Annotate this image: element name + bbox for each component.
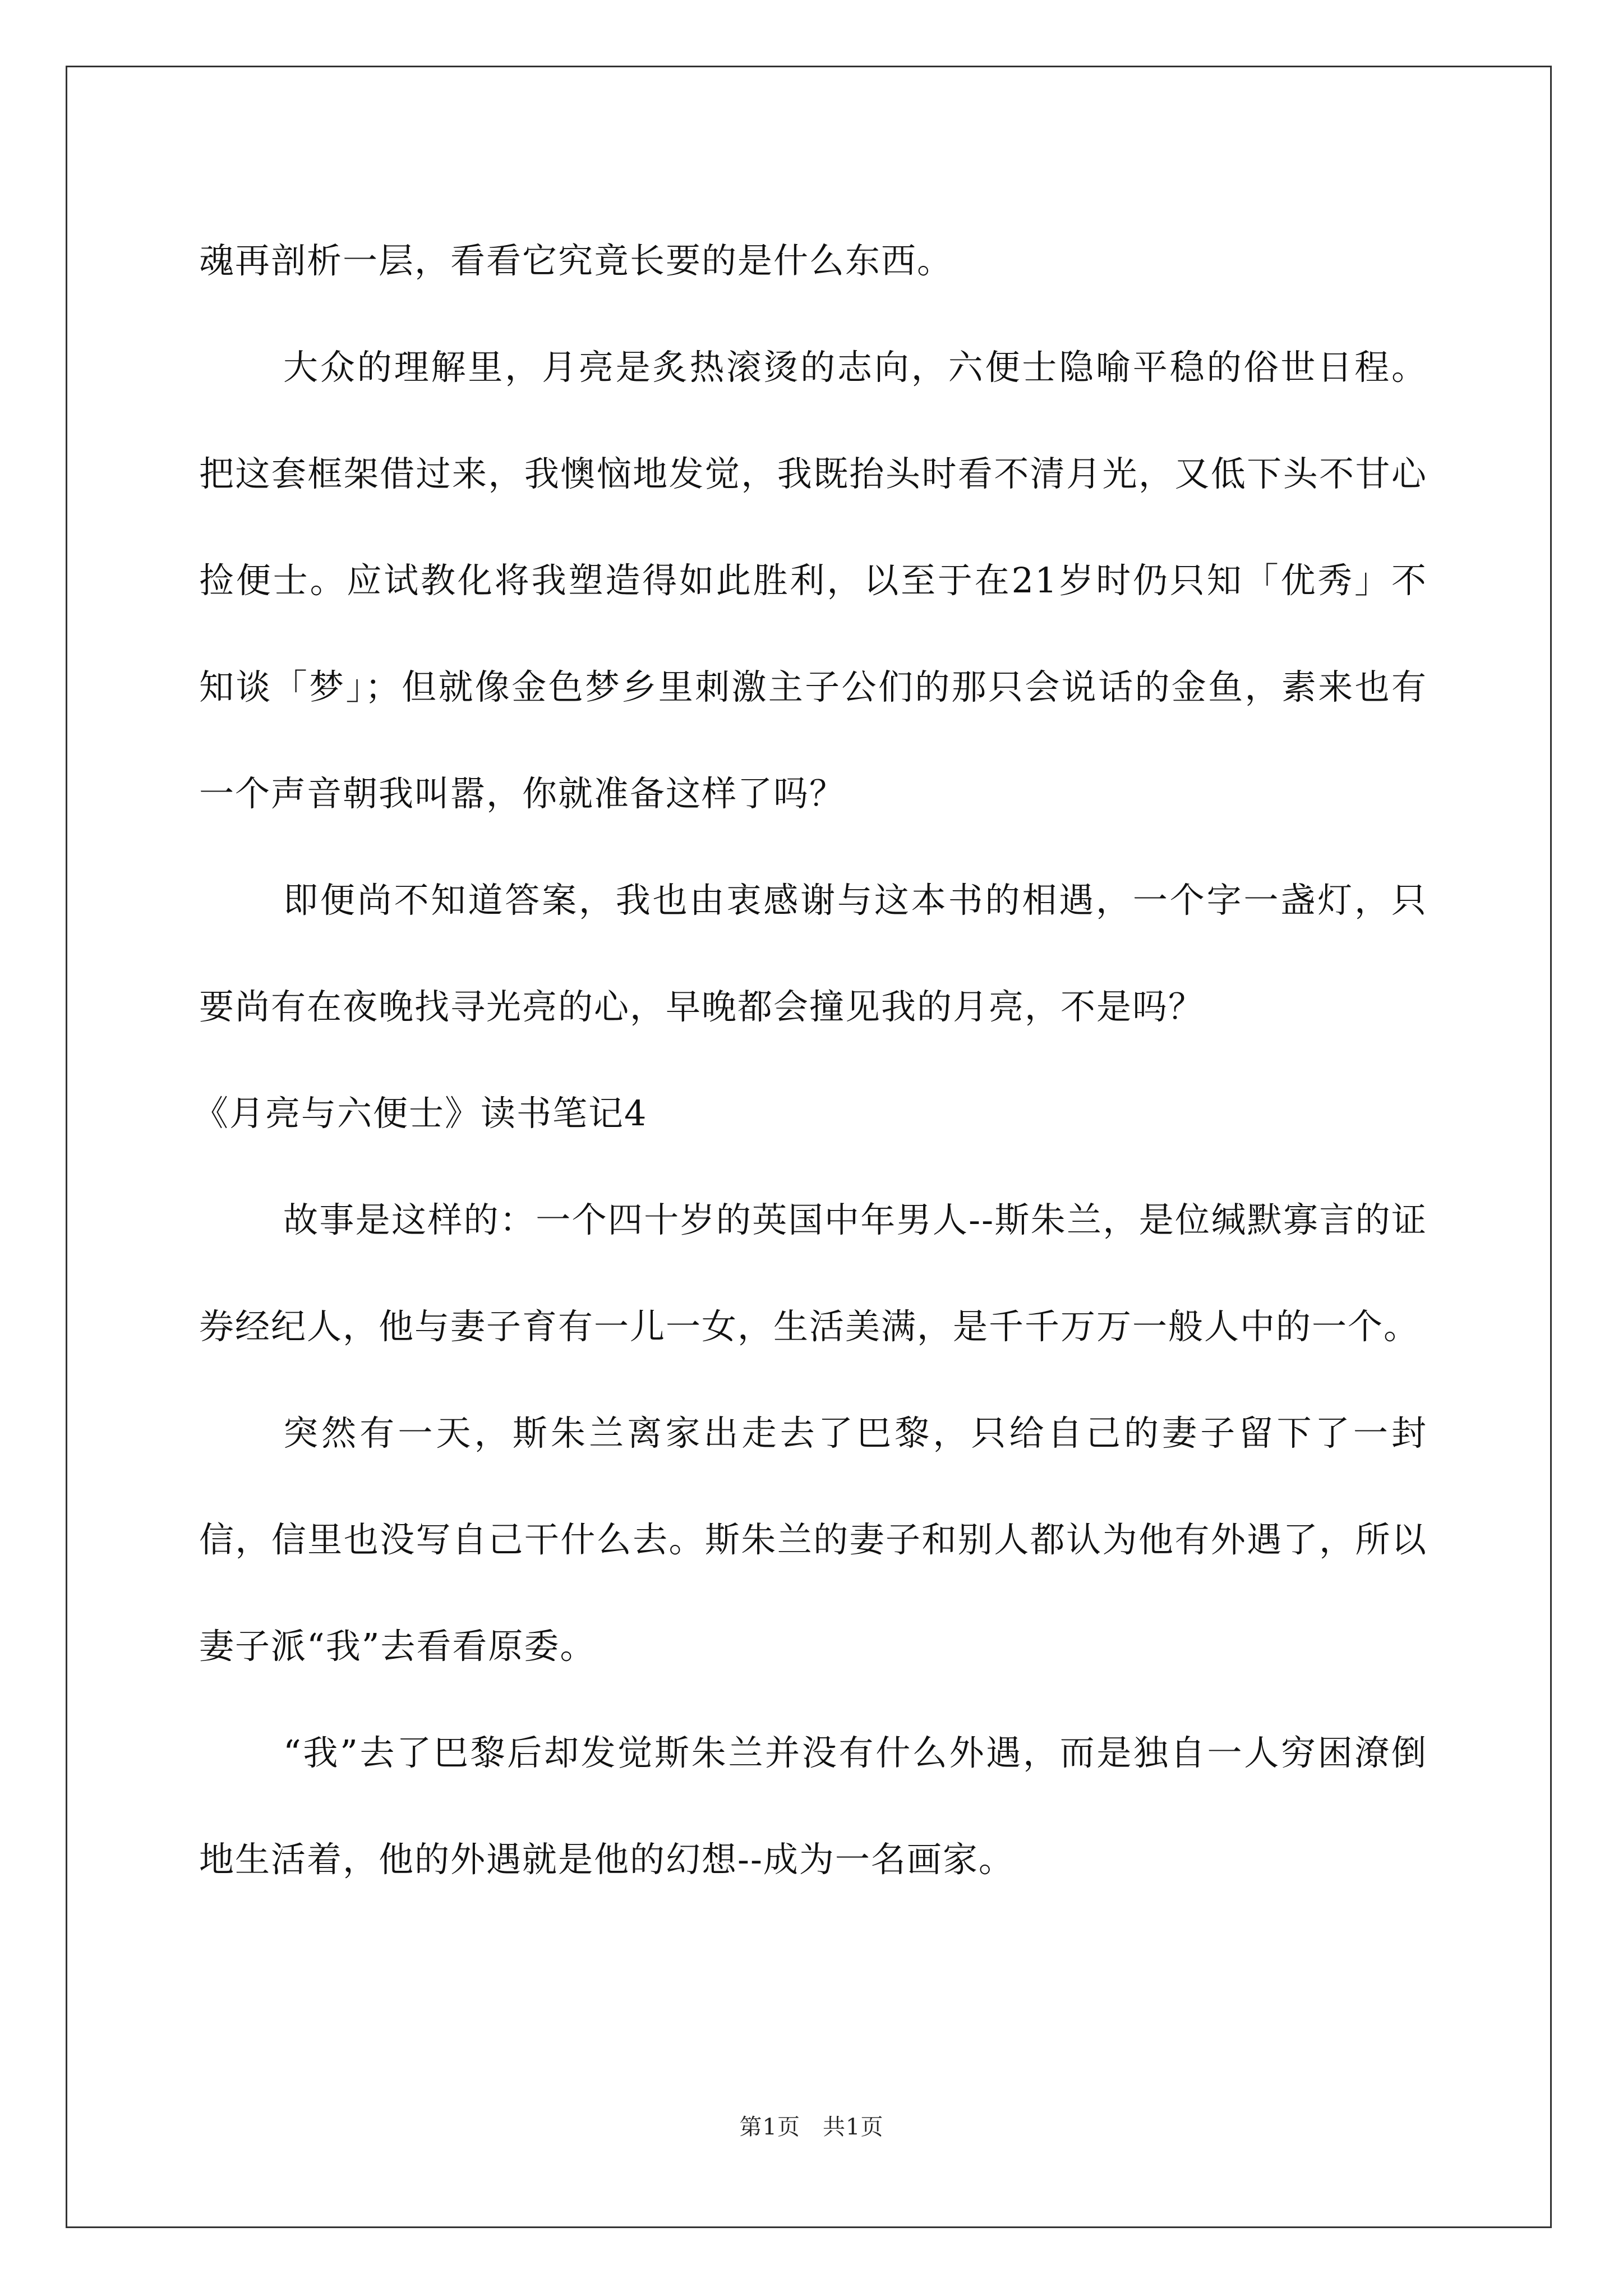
paragraph-6: “我”去了巴黎后却发觉斯朱兰并没有什么外遇，而是独自一人穷困潦倒地生活着，他的外遇就是他的幻想--成为一名画家。 [199, 1732, 1427, 1880]
page-total: 共1页 [823, 2114, 884, 2140]
paragraph-4: 故事是这样的：一个四十岁的英国中年男人--斯朱兰，是位缄默寡言的证券经纪人，他与妻子育有一儿一女，生活美满，是千千万万一般人中的一个。 [199, 1199, 1427, 1347]
paragraph-5: 突然有一天，斯朱兰离家出走去了巴黎，只给自己的妻子留下了一封信，信里也没写自己干什么去。斯朱兰的妻子和别人都认为他有外遇了，所以妻子派“我”去看看原委。 [199, 1412, 1427, 1667]
paragraph-3: 即便尚不知道答案，我也由衷感谢与这本书的相遇，一个字一盏灯，只要尚有在夜晚找寻光亮的心，早晚都会撞见我的月亮，不是吗？ [199, 880, 1427, 1027]
paragraph-1: 魂再剖析一层，看看它究竟长要的是什么东西。 [199, 240, 953, 281]
document-body [193, 208, 1427, 1913]
page-footer [0, 2109, 1623, 2141]
page-number: 第1页 [739, 2114, 800, 2140]
paragraph-2: 大众的理解里，月亮是炙热滚烫的志向，六便士隐喻平稳的俗世日程。把这套框架借过来，我懊恼地发觉，我既抬头时看不清月光，又低下头不甘心捡便士。应试教化将我塑造得如此胜利，以至于在21岁时仍只知「优秀」不知谈「梦」；但就像金色梦乡里刺激主子公们的那只会说话的金鱼，素来也有一个声音朝我叫嚣，你就准备这样了吗？ [199, 347, 1427, 814]
section-heading: 《月亮与六便士》读书笔记4 [193, 1093, 648, 1134]
